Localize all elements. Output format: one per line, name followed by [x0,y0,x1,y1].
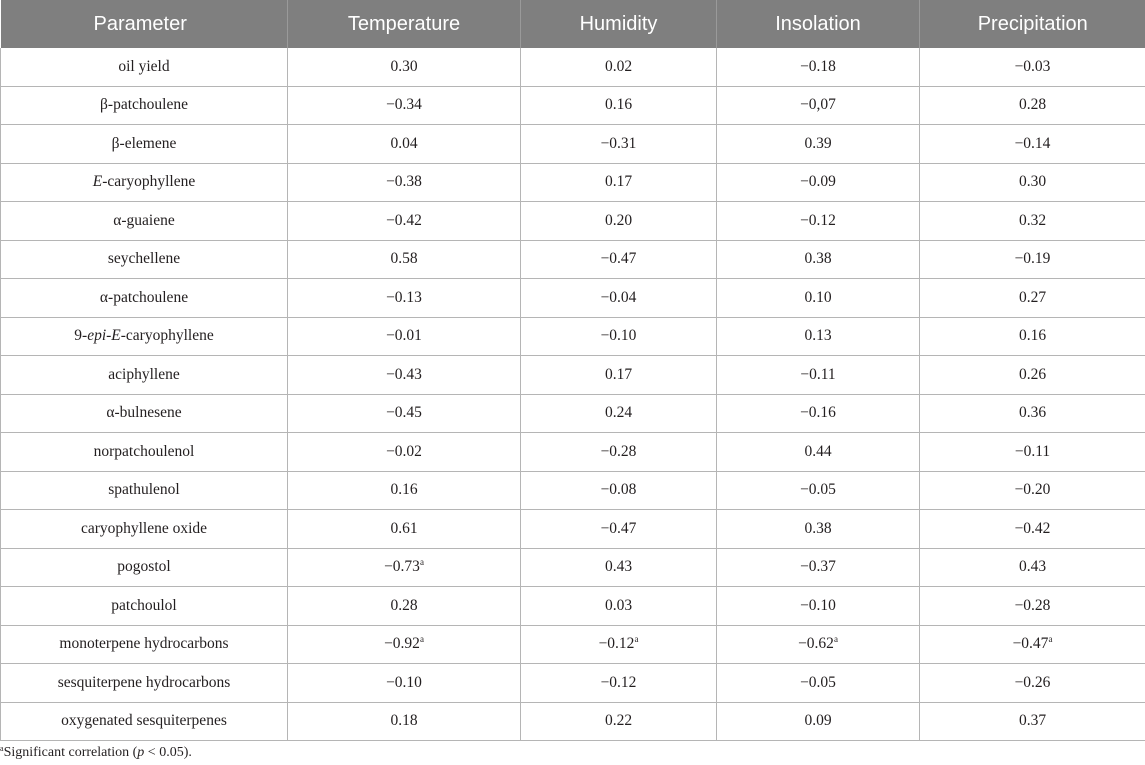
correlation-value: −0.12 [598,635,635,653]
correlation-value: 0.02 [604,57,633,75]
cell-parameter [1,279,288,318]
correlation-value: 0.61 [390,519,418,537]
correlation-value: −0.92 [384,635,420,653]
cell-insolation [717,279,920,318]
parameter-name-part: -caryophyllene [120,327,214,345]
correlation-value: 0.36 [1018,404,1047,422]
cell-precipitation [920,48,1145,86]
cell-parameter [1,163,288,202]
parameter-name-part: E [111,327,121,345]
correlation-value: 0.20 [604,211,633,229]
cell-humidity [521,664,717,703]
table-row [1,664,1145,703]
cell-humidity [521,279,717,318]
cell-precipitation [920,317,1145,356]
correlation-value: 0.18 [390,712,418,730]
cell-precipitation [920,625,1145,664]
parameter-name-part: epi [87,327,107,345]
cell-temperature [288,510,521,549]
cell-humidity [521,548,717,587]
correlation-value: −0.45 [386,404,422,422]
cell-parameter [1,394,288,433]
correlation-value: 0.37 [1018,712,1047,730]
cell-parameter [1,240,288,279]
cell-humidity [521,433,717,472]
correlation-value: −0.38 [386,173,422,191]
cell-precipitation [920,702,1145,741]
correlation-value: −0,07 [800,96,836,114]
footnote-p-symbol: p [137,745,145,760]
correlation-value: 0.38 [804,250,832,268]
correlation-value: −0.13 [386,288,422,306]
parameter-name-part: spathulenol [108,481,180,499]
correlation-value: 0.43 [604,558,633,576]
correlation-value: −0.73 [384,558,420,576]
correlation-value: −0.19 [1014,250,1051,268]
cell-humidity [521,86,717,125]
cell-temperature [288,163,521,202]
header-row [1,0,1145,48]
parameter-name-part: oil yield [118,57,170,75]
cell-temperature [288,48,521,86]
cell-insolation [717,86,920,125]
cell-temperature [288,356,521,395]
table-row [1,356,1145,395]
significance-marker: a [833,634,838,645]
cell-parameter [1,433,288,472]
correlation-value: −0.31 [600,134,637,152]
cell-parameter [1,317,288,356]
cell-precipitation [920,202,1145,241]
table-body [1,48,1145,741]
correlation-value: −0.01 [386,327,422,345]
cell-precipitation [920,548,1145,587]
cell-humidity [521,702,717,741]
table-row [1,394,1145,433]
correlation-value: −0.62 [798,635,834,653]
parameter-name-part: β-patchoulene [100,96,188,114]
cell-temperature [288,433,521,472]
correlation-value: 0.43 [1018,558,1047,576]
cell-precipitation [920,86,1145,125]
cell-temperature [288,702,521,741]
parameter-name-part: caryophyllene oxide [80,519,208,537]
cell-parameter [1,510,288,549]
parameter-name-part: E [92,173,103,191]
parameter-name-part: -caryophyllene [102,173,196,191]
cell-humidity [521,356,717,395]
cell-humidity [521,202,717,241]
correlation-value: 0.58 [390,250,418,268]
cell-humidity [521,510,717,549]
correlation-value: −0.10 [600,327,637,345]
table-row [1,625,1145,664]
correlation-value: 0.09 [804,712,832,730]
cell-temperature [288,625,521,664]
correlation-value: −0.28 [600,442,637,460]
cell-parameter [1,356,288,395]
parameter-name-part: - [106,327,112,345]
cell-precipitation [920,433,1145,472]
correlation-value: 0.13 [804,327,832,345]
table-row [1,163,1145,202]
parameter-name-part: patchoulol [111,596,177,614]
correlation-value: −0.26 [1014,673,1051,691]
significance-marker: a [634,634,639,645]
cell-temperature [288,471,521,510]
correlation-value: 0.16 [390,481,418,499]
cell-parameter [1,625,288,664]
correlation-value: 0.28 [1018,96,1047,114]
cell-insolation [717,702,920,741]
cell-insolation [717,163,920,202]
cell-insolation [717,394,920,433]
cell-precipitation [920,356,1145,395]
table-row [1,317,1145,356]
table-row [1,202,1145,241]
cell-humidity [521,317,717,356]
parameter-name-part: sesquiterpene hydrocarbons [57,673,231,691]
parameter-name-part: norpatchoulenol [93,442,195,460]
correlation-value: 0.03 [604,596,633,614]
parameter-name-part: α-bulnesene [106,404,182,422]
footnote-text-before: Significant correlation ( [3,745,138,760]
cell-humidity [521,240,717,279]
cell-insolation [717,240,920,279]
cell-temperature [288,240,521,279]
cell-insolation [717,48,920,86]
cell-insolation [717,202,920,241]
cell-precipitation [920,240,1145,279]
correlation-value: 0.16 [604,96,633,114]
correlation-value: −0.18 [800,57,836,75]
footnote-text-after: < 0.05). [144,745,192,760]
cell-insolation [717,587,920,626]
cell-precipitation [920,163,1145,202]
cell-temperature [288,664,521,703]
cell-insolation [717,471,920,510]
correlation-value: 0.30 [390,57,418,75]
correlation-value: −0.02 [386,442,422,460]
cell-parameter [1,125,288,164]
parameter-name-part: seychellene [107,250,181,268]
header-insolation: Insolation [717,0,920,48]
correlation-value: −0.03 [1014,57,1051,75]
cell-parameter [1,548,288,587]
correlation-value: −0.34 [386,96,422,114]
cell-humidity [521,125,717,164]
correlation-value: −0.10 [386,673,422,691]
cell-humidity [521,163,717,202]
correlation-value: 0.38 [804,519,832,537]
correlation-value: −0.12 [800,211,836,229]
cell-precipitation [920,510,1145,549]
table-row [1,125,1145,164]
cell-insolation [717,125,920,164]
cell-parameter [1,587,288,626]
header-temperature: Temperature [288,0,521,48]
correlation-value: −0.09 [800,173,836,191]
cell-temperature [288,394,521,433]
cell-precipitation [920,125,1145,164]
table-row [1,702,1145,741]
cell-insolation [717,625,920,664]
cell-parameter [1,202,288,241]
table-row [1,433,1145,472]
correlation-value: 0.28 [390,596,418,614]
cell-temperature [288,548,521,587]
cell-humidity [521,625,717,664]
correlation-value: −0.08 [600,481,637,499]
correlation-value: −0.11 [800,365,836,383]
correlation-value: 0.26 [1018,365,1047,383]
correlation-value: −0.37 [800,558,836,576]
parameter-name-part: α-guaiene [113,211,175,229]
cell-insolation [717,664,920,703]
cell-parameter [1,86,288,125]
cell-parameter [1,48,288,86]
footnote [0,745,192,761]
cell-temperature [288,279,521,318]
correlation-value: 0.10 [804,288,832,306]
correlation-value: −0.14 [1014,134,1051,152]
parameter-name-part: monoterpene hydrocarbons [59,635,229,653]
correlation-value: 0.16 [1018,327,1047,345]
correlation-value: −0.05 [800,673,836,691]
correlation-value: 0.39 [804,134,832,152]
parameter-name-part: 9- [74,327,88,345]
cell-humidity [521,394,717,433]
table-row [1,279,1145,318]
correlation-value: −0.42 [1014,519,1051,537]
correlation-value: −0.42 [386,211,422,229]
parameter-name-part: pogostol [117,558,171,576]
cell-insolation [717,510,920,549]
correlation-value: −0.43 [386,365,422,383]
cell-temperature [288,125,521,164]
correlation-value: −0.12 [600,673,637,691]
table-row [1,240,1145,279]
cell-precipitation [920,471,1145,510]
parameter-name-part: aciphyllene [108,365,180,383]
parameter-name-part: oxygenated sesquiterpenes [61,712,227,730]
correlation-value: −0.04 [600,288,637,306]
cell-parameter [1,471,288,510]
cell-precipitation [920,279,1145,318]
correlation-value: 0.32 [1018,211,1047,229]
cell-humidity [521,471,717,510]
correlation-value: −0.47 [600,250,637,268]
correlation-value: 0.17 [604,365,633,383]
cell-insolation [717,317,920,356]
correlation-value: −0.11 [1014,442,1051,460]
correlation-value: −0.47 [600,519,637,537]
table-row [1,548,1145,587]
cell-insolation [717,548,920,587]
correlation-value: −0.20 [1014,481,1051,499]
correlation-value: −0.28 [1014,596,1051,614]
cell-temperature [288,86,521,125]
header-humidity: Humidity [521,0,717,48]
correlation-value: 0.27 [1018,288,1047,306]
correlation-value: −0.10 [800,596,836,614]
correlation-value: 0.44 [804,442,832,460]
significance-marker: a [419,557,424,568]
cell-humidity [521,587,717,626]
cell-temperature [288,317,521,356]
cell-precipitation [920,587,1145,626]
table-row [1,86,1145,125]
cell-humidity [521,48,717,86]
table-row [1,587,1145,626]
significance-marker: a [419,634,424,645]
header-precipitation: Precipitation [920,0,1145,48]
cell-insolation [717,356,920,395]
correlation-value: 0.24 [604,404,633,422]
cell-parameter [1,702,288,741]
cell-temperature [288,587,521,626]
correlation-value: 0.30 [1018,173,1047,191]
table-row [1,471,1145,510]
significance-marker: a [1048,634,1053,645]
correlation-value: −0.47 [1012,635,1049,653]
parameter-name-part: α-patchoulene [99,288,189,306]
correlation-value: 0.04 [390,134,418,152]
correlation-value: 0.17 [604,173,633,191]
cell-insolation [717,433,920,472]
table-row [1,510,1145,549]
cell-parameter [1,664,288,703]
cell-precipitation [920,394,1145,433]
table-header [1,0,1145,48]
correlation-value: −0.05 [800,481,836,499]
header-parameter: Parameter [1,0,288,48]
footnote-marker: a [0,744,4,753]
table-row [1,48,1145,86]
parameter-name-part: β-elemene [111,134,177,152]
cell-precipitation [920,664,1145,703]
cell-temperature [288,202,521,241]
correlation-value: 0.22 [604,712,633,730]
correlation-value: −0.16 [800,404,836,422]
